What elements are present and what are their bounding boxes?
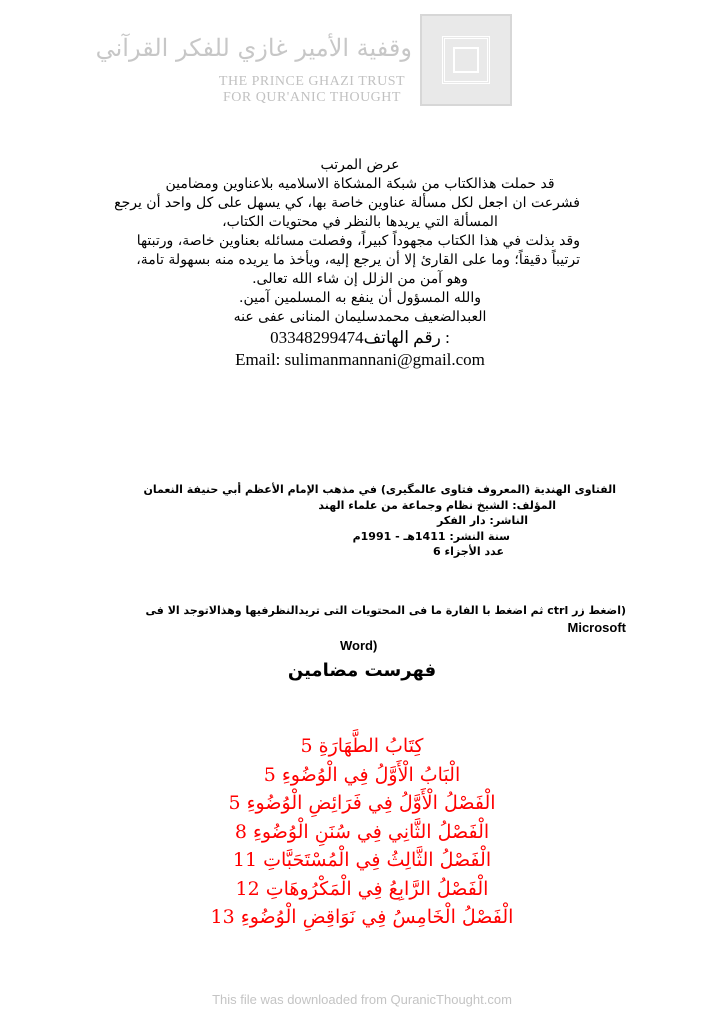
intro-title: عرض المرتب: [320, 157, 400, 173]
email-address: Email: sulimanmannani@gmail.com: [235, 350, 485, 369]
toc-item[interactable]: الْفَصْلُ الْخَامِسُ فِي نَوَاقِضِ الْوُضُوءِ 13: [210, 906, 514, 928]
intro-line: وهو آمن من الزلل إن شاء الله تعالى.: [252, 271, 468, 287]
download-footer: This file was downloaded from QuranicThought.com: [212, 992, 512, 1007]
instruction-line-2: Word): [340, 638, 378, 653]
book-info: [100, 482, 620, 560]
intro-line: قد حملت هذالكتاب من شبكة المشكاة الاسلاميه بلاعناوين ومضامين: [165, 176, 555, 192]
toc-item[interactable]: الْفَصْلُ الثَّالِثُ فِي الْمُسْتَحَبَّاتِ 11: [232, 849, 492, 871]
toc-item[interactable]: الْبَابُ الْأَوَّلُ فِي الْوُضُوءِ 5: [263, 763, 461, 786]
book-author: المؤلف: الشيخ نظام وجماعة من علماء الهند: [318, 498, 556, 512]
table-of-contents: [0, 732, 724, 932]
toc-heading: فهرست مضامين: [287, 660, 437, 681]
toc-item[interactable]: كِتَابُ الطَّهَارَةِ 5: [300, 735, 424, 757]
instruction-latin: Microsoft: [567, 620, 626, 635]
toc-item[interactable]: الْفَصْلُ الرَّابِعُ فِي الْمَكْرُوهَاتِ 12: [235, 877, 489, 900]
logo-english-line-2: FOR QUR'ANIC THOUGHT: [223, 90, 401, 105]
phone-number: 03348299474رقم الهاتف :: [270, 328, 450, 347]
book-year: سنة النشر: 1411هـ - 1991م: [352, 529, 510, 543]
toc-item[interactable]: الْفَصْلُ الْأَوَّلُ فِي فَرَائِضِ الْوُضُوءِ 5: [228, 792, 496, 814]
instruction-arabic: (اضغط زر ctrl ثم اضغط با الفارة ما فى المحتويات التى تريدالنظرفيها وهذالاتوجد الا فى: [145, 604, 626, 617]
instruction-line-1: [118, 602, 626, 637]
intro-line: ترتيباً دقيقاً؛ وما على القارئ إلا أن يرجع إليه، ويأخذ ما يريده منه بسهولة تامة،: [136, 252, 580, 268]
book-publisher: الناشر: دار الفكر: [436, 514, 528, 527]
intro-line: العبدالضعيف محمدسليمان المنانى عفى عنه: [233, 309, 487, 325]
intro-line: وقد بذلت في هذا الكتاب مجهوداً كبيراً، وفصلت مسائله بعناوين خاصة، ورتبتها: [136, 233, 580, 249]
intro-line: والله المسؤول أن ينفع به المسلمين آمين.: [239, 290, 481, 306]
compiler-introduction: [114, 156, 580, 371]
intro-line: فشرعت ان اجعل لكل مسألة عناوين خاصة بها، كي يسهل على كل واحد أن يرجع: [114, 195, 580, 211]
book-volumes: عدد الأجزاء 6: [433, 545, 504, 558]
book-title: الفتاوى الهندية (المعروف فتاوى عالمگيرى) في مذهب الإمام الأعظم أبي حنيفة النعمان: [143, 483, 616, 496]
usage-instruction: [118, 602, 626, 654]
logo-english-line-1: THE PRINCE GHAZI TRUST: [218, 74, 406, 89]
publisher-logo: [95, 10, 512, 110]
toc-item[interactable]: الْفَصْلُ الثَّانِي فِي سُنَنِ الْوُضُوءِ 8: [234, 820, 490, 843]
intro-line: المسألة التي يريدها بالنظر في محتويات الكتاب،: [222, 214, 498, 230]
logo-emblem-icon: [420, 14, 512, 106]
logo-arabic-calligraphy: وقفية الأمير غازي للفكر القرآني: [95, 34, 412, 62]
